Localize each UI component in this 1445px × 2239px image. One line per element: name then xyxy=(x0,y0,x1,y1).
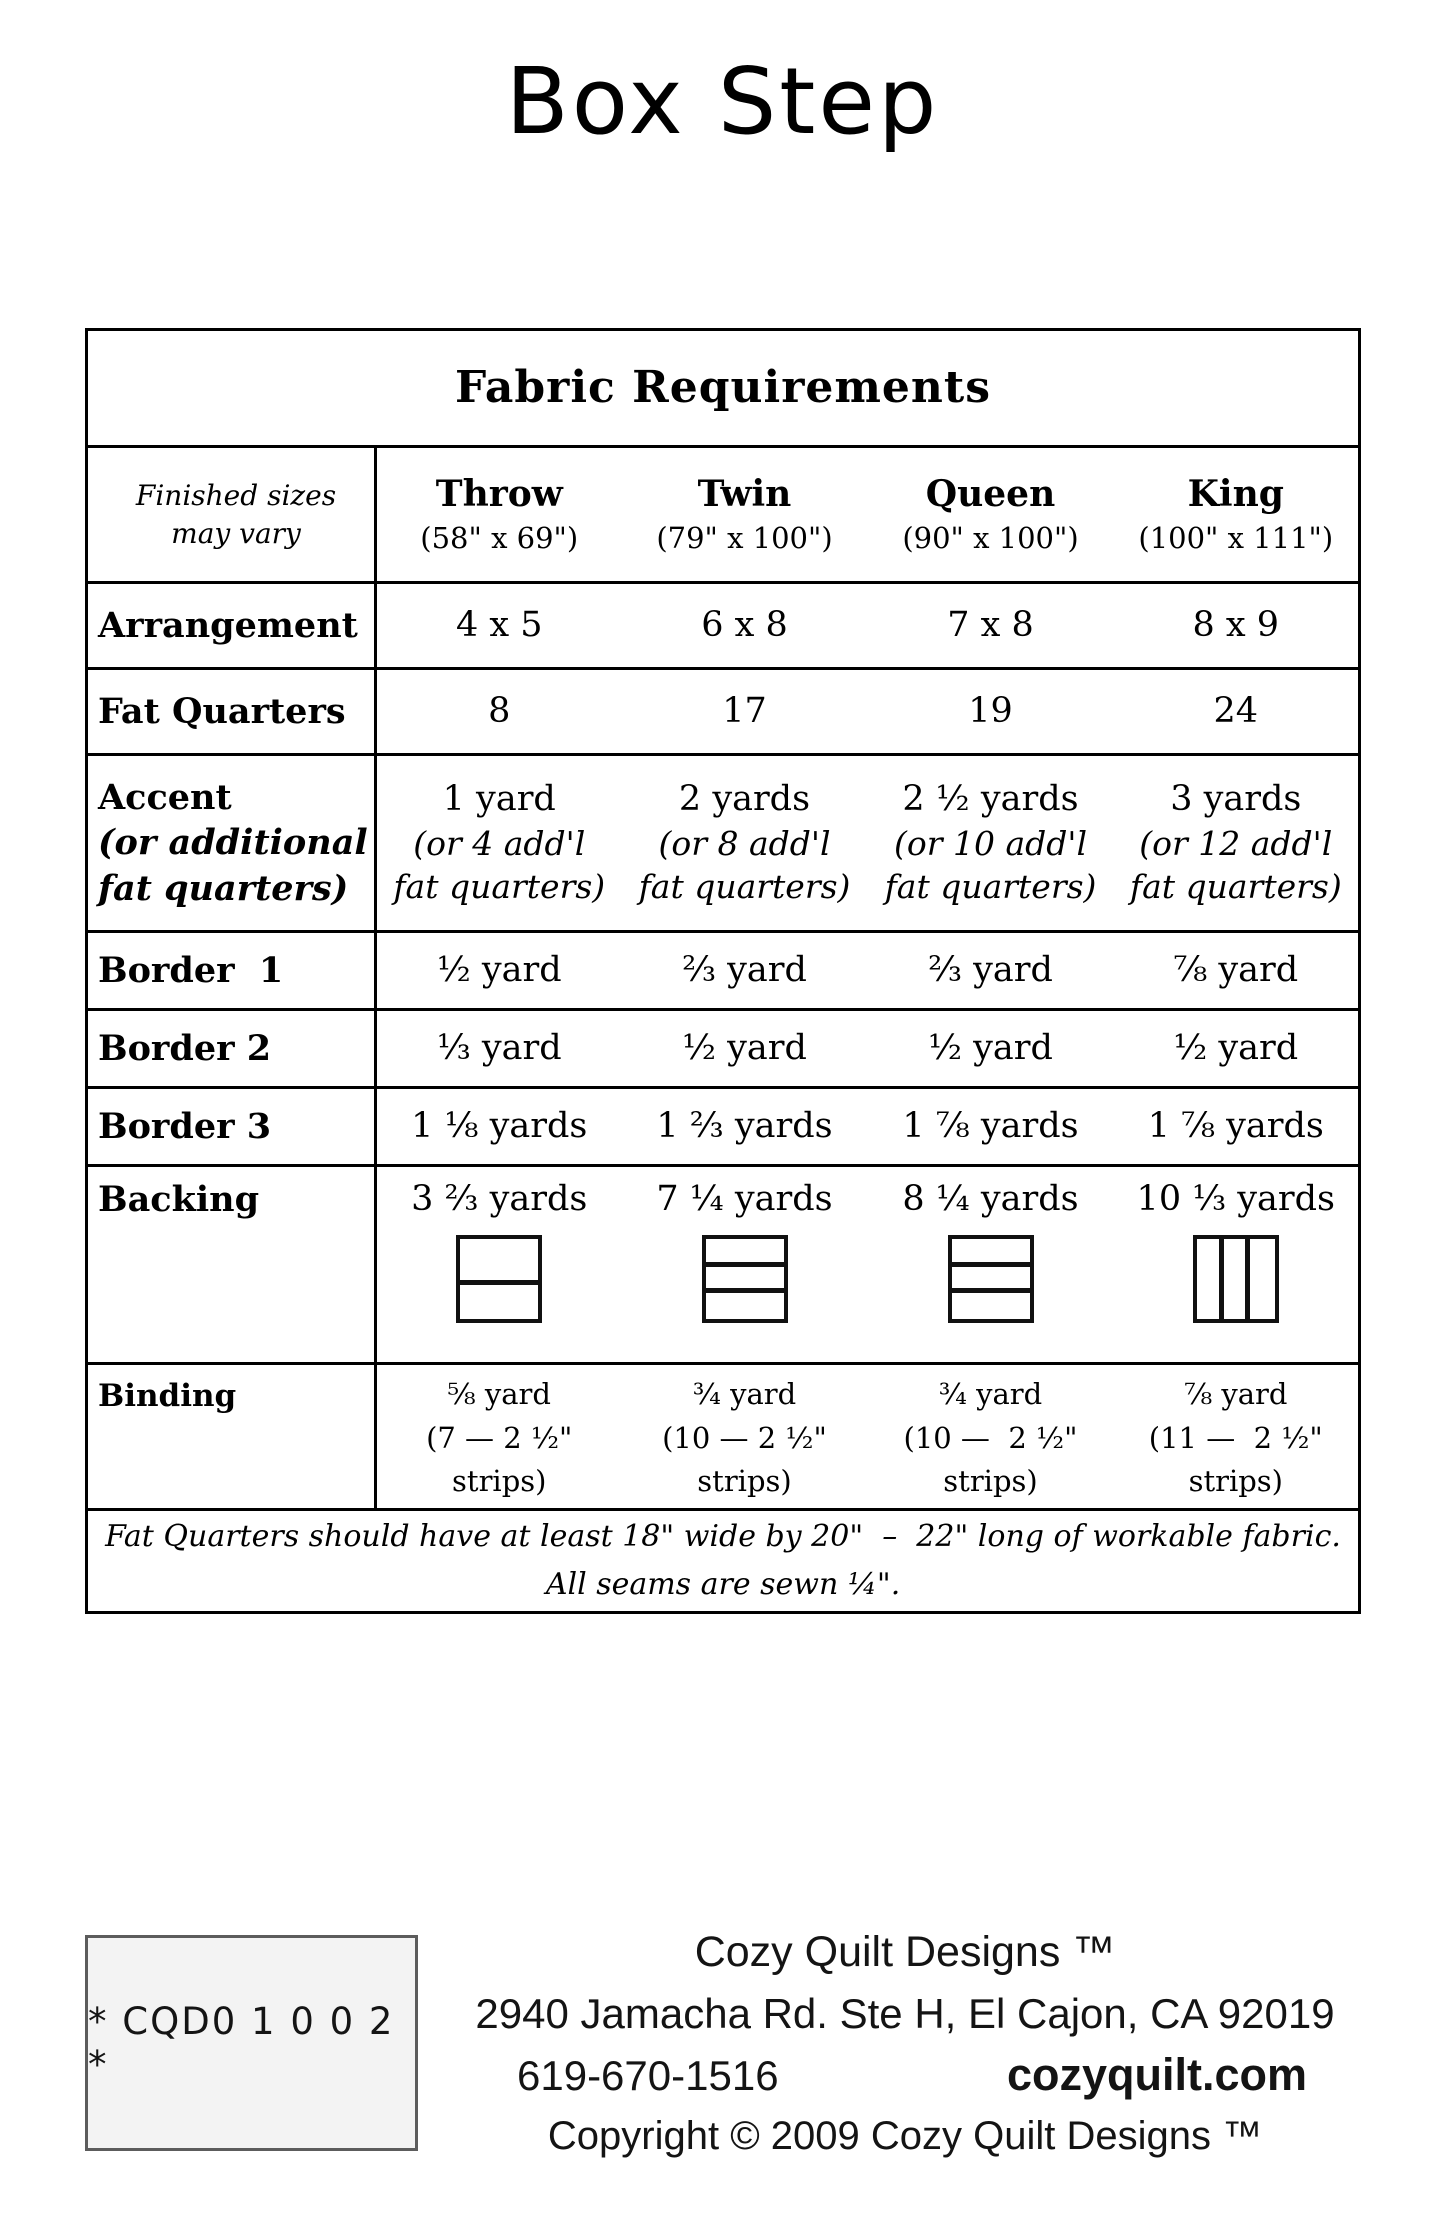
accent-note: (or 8 add'l xyxy=(658,823,831,863)
value-cell: 7 x 8 xyxy=(868,583,1114,669)
value-cell: 1 ⅔ yards xyxy=(622,1088,868,1166)
accent-note: fat quarters) xyxy=(1129,866,1342,906)
copyright-line: Copyright © 2009 Cozy Quilt Designs ™ xyxy=(547,2114,1263,2158)
column-name: Queen xyxy=(925,473,1056,516)
value-cell xyxy=(622,1166,868,1364)
column-size: (79" x 100") xyxy=(656,521,833,556)
row-label: Arrangement xyxy=(87,583,376,669)
column-name: Throw xyxy=(435,473,563,516)
binding-line: (10 — 2 ½" xyxy=(903,1420,1078,1455)
value-cell: 8 x 9 xyxy=(1114,583,1360,669)
value-cell: 6 x 8 xyxy=(622,583,868,669)
finished-sizes-line2: may vary xyxy=(171,516,301,550)
backing-amount: 3 ⅔ yards xyxy=(411,1179,588,1219)
company-website: cozyquilt.com xyxy=(1006,2049,1307,2100)
company-contact-row xyxy=(455,2049,1355,2101)
value-cell: ⅓ yard xyxy=(376,1010,622,1088)
binding-line: strips) xyxy=(1188,1464,1283,1498)
binding-line: ¾ yard xyxy=(938,1377,1043,1411)
fabric-requirements-table xyxy=(85,328,1361,1614)
barcode-box xyxy=(85,1935,418,2151)
column-name: King xyxy=(1187,473,1284,516)
table-header-row xyxy=(87,447,1360,583)
column-size: (58" x 69") xyxy=(420,521,579,556)
value-cell: 1 ⅞ yards xyxy=(868,1088,1114,1166)
column-header-twin xyxy=(622,447,868,583)
backing-fold-diagram-icon xyxy=(456,1235,542,1323)
finished-sizes-note xyxy=(87,447,376,583)
row-label: Border 1 xyxy=(87,932,376,1010)
company-phone: 619-670-1516 xyxy=(517,2052,779,2099)
value-cell: 19 xyxy=(868,669,1114,755)
binding-line: ¾ yard xyxy=(692,1377,797,1411)
value-cell xyxy=(1114,755,1360,932)
value-cell xyxy=(376,755,622,932)
accent-note: fat quarters) xyxy=(393,866,606,906)
value-cell xyxy=(376,1364,622,1510)
accent-note: (or 4 add'l xyxy=(413,823,586,863)
barcode-text: * CQD0 1 0 0 2 * xyxy=(88,2000,395,2086)
accent-label: Accent xyxy=(98,776,232,818)
backing-fold-diagram-icon xyxy=(948,1235,1034,1323)
accent-label-note: (or additional xyxy=(98,822,368,864)
row-label: Border 2 xyxy=(87,1010,376,1088)
row-border-2 xyxy=(87,1010,1360,1088)
value-cell xyxy=(1114,1166,1360,1364)
row-border-3 xyxy=(87,1088,1360,1166)
column-size: (90" x 100") xyxy=(902,521,1079,556)
row-arrangement xyxy=(87,583,1360,669)
company-name: Cozy Quilt Designs ™ xyxy=(694,1928,1116,1976)
row-label: Binding xyxy=(87,1364,376,1510)
row-label: Backing xyxy=(87,1166,376,1364)
backing-amount: 10 ⅓ yards xyxy=(1136,1179,1335,1219)
column-header-throw xyxy=(376,447,622,583)
accent-label-note: fat quarters) xyxy=(98,867,349,909)
value-cell xyxy=(868,1364,1114,1510)
footnote-line2: All seams are sewn ¼". xyxy=(545,1567,901,1602)
row-accent xyxy=(87,755,1360,932)
column-header-queen xyxy=(868,447,1114,583)
table-title-row xyxy=(87,330,1360,447)
binding-line: strips) xyxy=(452,1464,547,1498)
value-cell xyxy=(868,755,1114,932)
value-cell: 1 ⅞ yards xyxy=(1114,1088,1360,1166)
page-title: Box Step xyxy=(505,48,940,155)
accent-note: (or 10 add'l xyxy=(893,823,1088,863)
accent-note: fat quarters) xyxy=(884,866,1097,906)
value-cell xyxy=(622,755,868,932)
binding-line: strips) xyxy=(943,1464,1038,1498)
value-cell: 8 xyxy=(376,669,622,755)
table-footnote xyxy=(87,1510,1360,1613)
row-binding xyxy=(87,1364,1360,1510)
value-cell: 1 ⅛ yards xyxy=(376,1088,622,1166)
value-cell xyxy=(868,1166,1114,1364)
value-cell: 24 xyxy=(1114,669,1360,755)
value-cell: ⅞ yard xyxy=(1114,932,1360,1010)
backing-amount: 8 ¼ yards xyxy=(902,1179,1079,1219)
value-cell: ½ yard xyxy=(622,1010,868,1088)
value-cell xyxy=(622,1364,868,1510)
row-label: Border 3 xyxy=(87,1088,376,1166)
value-cell: ½ yard xyxy=(376,932,622,1010)
accent-amount: 2 ½ yards xyxy=(902,779,1079,820)
backing-fold-diagram-icon xyxy=(1193,1235,1279,1323)
value-cell: ½ yard xyxy=(868,1010,1114,1088)
finished-sizes-line1: Finished sizes xyxy=(135,478,337,512)
value-cell: 4 x 5 xyxy=(376,583,622,669)
binding-line: ⅞ yard xyxy=(1184,1377,1288,1411)
footnote-line1: Fat Quarters should have at least 18" wide by 20" – 22" long of workable fabric. xyxy=(105,1519,1341,1554)
column-header-king xyxy=(1114,447,1360,583)
company-info-block xyxy=(455,1928,1355,2159)
binding-line: (11 — 2 ½" xyxy=(1148,1420,1323,1455)
accent-amount: 2 yards xyxy=(678,779,811,820)
column-name: Twin xyxy=(697,473,792,516)
accent-amount: 1 yard xyxy=(442,779,556,820)
row-backing xyxy=(87,1166,1360,1364)
accent-note: fat quarters) xyxy=(638,866,851,906)
value-cell: ½ yard xyxy=(1114,1010,1360,1088)
company-address: 2940 Jamacha Rd. Ste H, El Cajon, CA 92019 xyxy=(475,1990,1335,2037)
row-label: Fat Quarters xyxy=(87,669,376,755)
binding-line: strips) xyxy=(697,1464,792,1498)
value-cell: ⅔ yard xyxy=(622,932,868,1010)
row-footnote xyxy=(87,1510,1360,1613)
value-cell xyxy=(376,1166,622,1364)
row-fat-quarters xyxy=(87,669,1360,755)
binding-line: (7 — 2 ½" xyxy=(426,1420,573,1455)
column-size: (100" x 111") xyxy=(1138,521,1334,556)
value-cell: 17 xyxy=(622,669,868,755)
accent-note: (or 12 add'l xyxy=(1139,823,1333,863)
binding-line: (10 — 2 ½" xyxy=(662,1420,827,1455)
table-title: Fabric Requirements xyxy=(455,362,992,414)
row-label xyxy=(87,755,376,932)
binding-line: ⅝ yard xyxy=(447,1377,551,1411)
accent-amount: 3 yards xyxy=(1170,779,1302,820)
backing-fold-diagram-icon xyxy=(702,1235,788,1323)
value-cell xyxy=(1114,1364,1360,1510)
backing-amount: 7 ¼ yards xyxy=(656,1179,833,1219)
value-cell: ⅔ yard xyxy=(868,932,1114,1010)
row-border-1 xyxy=(87,932,1360,1010)
